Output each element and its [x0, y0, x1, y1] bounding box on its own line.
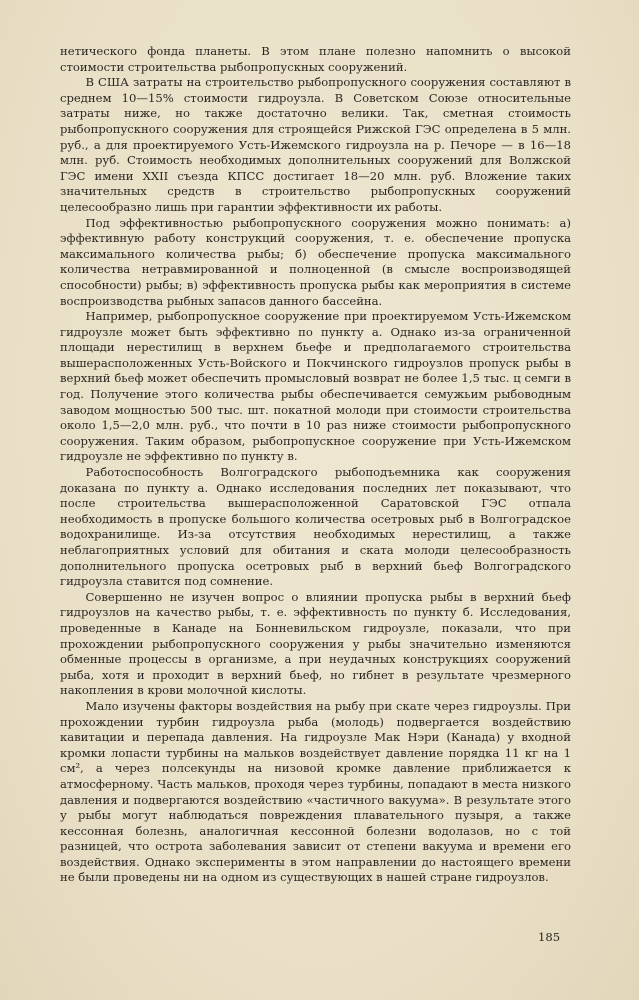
paragraph-fish-quality: Совершенно не изучен вопрос о влиянии пропуска рыбы в верхний бьеф гидроузлов на качество рыбы, т. е. эффективность по пункту б. Исследования, проведенные в Канаде на Бонневильском гидроузле, показали, что при прохождении рыбопропускного сооружения у рыбы значительно изменяются обменные процессы в организме, а при неудачных конструкциях сооружений рыба, хотя и проходит в верхний бьеф, но гибнет в результате чрезмерного накопления в крови молочной кислоты. — [60, 589, 571, 698]
paragraph-volgograd-fish-lift: Работоспособность Волгоградского рыбоподъемника как сооружения доказана по пункту а. Однако исследования последних лет показывают, что после строительства вышерасположенной Саратовской ГЭС отпала необходимость в пропуске большого количества осетровых рыб в Волгоградское водохранилище. Из-за отсутствия необходимых нерестилищ, а также неблагоприятных условий для обитания и ската молоди целесообразность дополнительного пропуска осетровых рыб в верхний бьеф Волгоградского гидроузла ставится под сомнение. — [60, 465, 571, 589]
page-number: 185 — [538, 930, 561, 944]
paragraph-usa-costs: В США затраты на строительство рыбопропускного сооружения составляют в среднем 10—15% стоимости гидроузла. В Советском Союзе относительные затраты ниже, но также достаточно велики. Так, сметная стоимость рыбопропускного сооружения для строящейся Рижской ГЭС определена в 5 млн. руб., а для проектируемого Усть-Ижемского гидроузла на р. Печоре — в 16—18 млн. руб. Стоимость необходимых дополнительных сооружений для Волжской ГЭС имени XXII съезда КПСС достигает 18—20 млн. руб. Вложение таких значительных средств в строительство рыбопропускных сооружений целесообразно лишь при гарантии эффективности их работы. — [60, 75, 571, 214]
page-body-text — [60, 44, 571, 886]
paragraph-turbine-factors: Мало изучены факторы воздействия на рыбу при скате через гидроузлы. При прохождении турбин гидроузла рыба (молодь) подвергается воздействию кавитации и перепада давления. На гидроузле Мак Нэри (Канада) у входной кромки лопасти турбины на мальков воздействует давление порядка 11 кг на 1 см², а через полсекунды на низовой кромке давление приближается к атмосферному. Часть мальков, проходя через турбины, попадают в места низкого давления и подвергаются воздействию «частичного вакуума». В результате этого у рыбы могут наблюдаться повреждения плавательного пузыря, а также кессонная болезнь, аналогичная кессонной болезни водолазов, но с той разницей, что острота заболевания зависит от степени вакуума и времени его воздействия. Однако эксперименты в этом направлении до настоящего времени не были проведены ни на одном из существующих в нашей стране гидроузлов. — [60, 698, 571, 885]
paragraph-ust-izhma-example: Например, рыбопропускное сооружение при проектируемом Усть-Ижемском гидроузле может быть эффективно по пункту а. Однако из-за ограниченной площади нерестилищ в верхнем бьефе и предполагаемого строительства вышерасположенных Усть-Войского и Покчинского гидроузлов пропуск рыбы в верхний бьеф может обеспечить промысловый возврат не более 1,5 тыс. ц семги в год. Получение этого количества рыбы обеспечивается семужьим рыбоводным заводом мощностью 500 тыс. шт. покатной молоди при стоимости строительства около 1,5—2,0 млн. руб., что почти в 10 раз ниже стоимости рыбопропускного сооружения. Таким образом, рыбопропускное сооружение при Усть-Ижемском гидроузле не эффективно по пункту в. — [60, 309, 571, 464]
paragraph-efficiency-definition: Под эффективностью рыбопропускного сооружения можно понимать: а) эффективную работу конструкций сооружения, т. е. обеспечение пропуска максимального количества рыбы; б) обеспечение пропуска максимального количества нетравмированной и полноценной (в смысле воспроизводящей способности) рыбы; в) эффективность пропуска рыбы как мероприятия в системе воспроизводства рыбных запасов данного бассейна. — [60, 215, 571, 308]
paragraph-continuation: нетического фонда планеты. В этом плане полезно напомнить о высокой стоимости строительства рыбопропускных сооружений. — [60, 44, 571, 74]
